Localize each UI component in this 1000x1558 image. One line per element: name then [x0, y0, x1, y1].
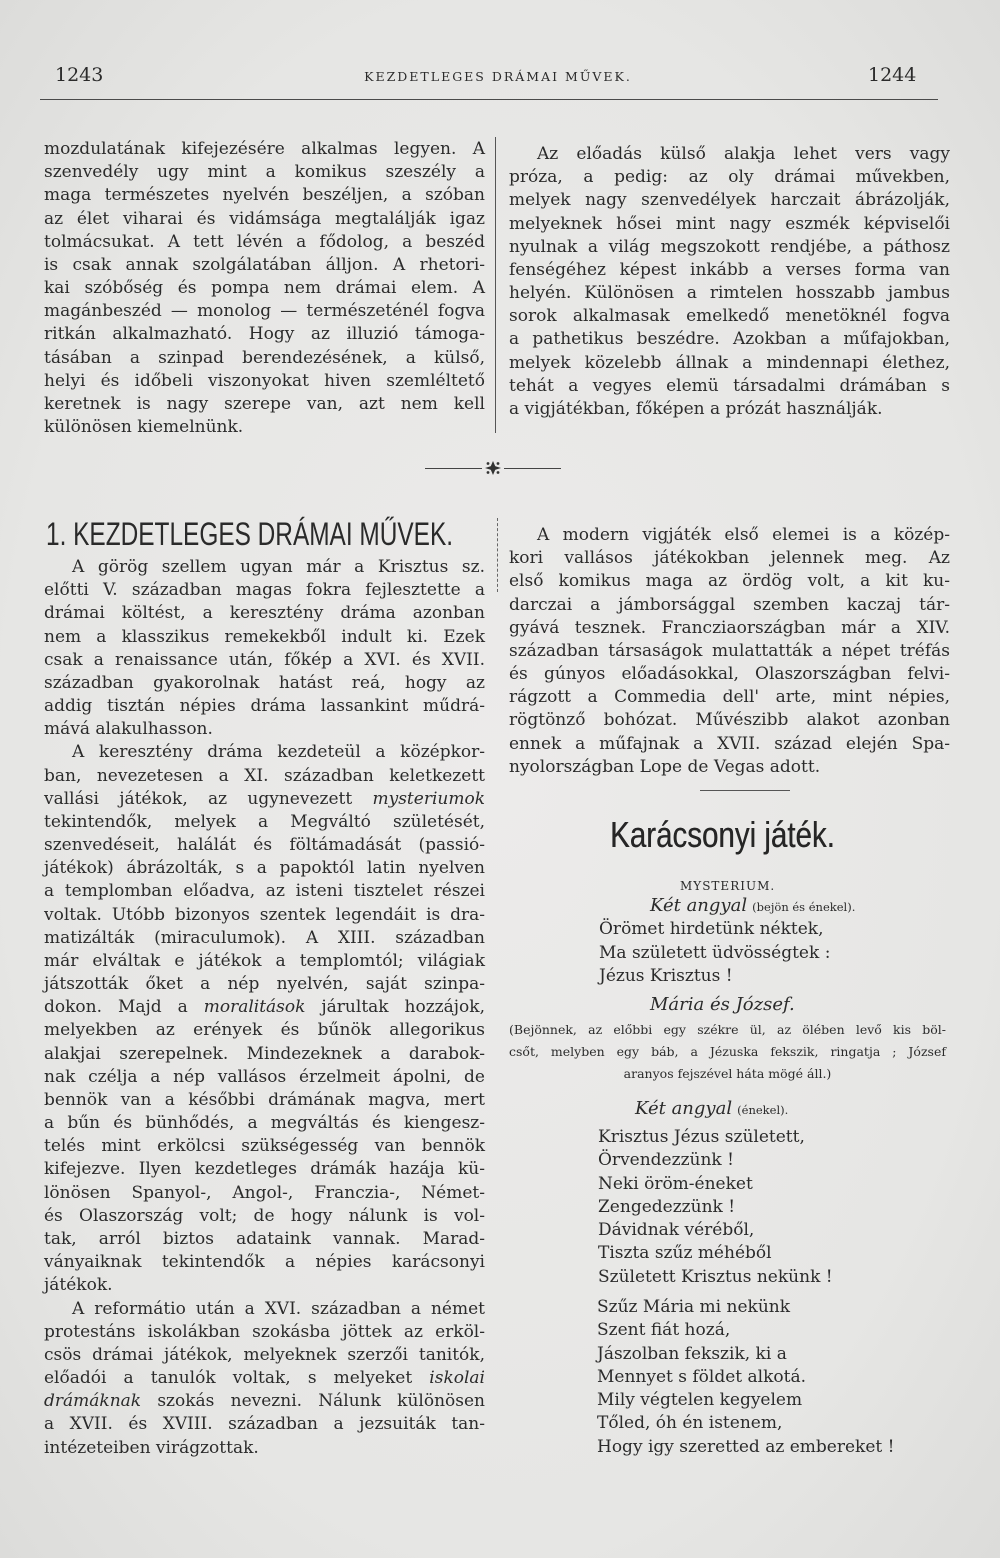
text-line: bennök van a későbbi drámának magva, mert — [44, 1089, 485, 1110]
text-line: Szűz Mária mi nekünk — [597, 1297, 791, 1317]
text-line: a vigjátékban, főképen a prózát használják. — [509, 398, 883, 419]
speaker-line — [650, 993, 795, 1017]
text-line: A keresztény dráma kezdeteül a középkor- — [72, 742, 485, 763]
text-line: első komikus maga az ördög volt, a kit ku- — [509, 571, 950, 592]
text-line: intézeteiben virágzottak. — [44, 1437, 259, 1458]
column-divider — [497, 518, 498, 592]
emphasized-text: moralitások — [203, 997, 306, 1018]
text-line: már elváltak e játékok a templomtól; világiak — [44, 950, 485, 971]
text-line: Hogy igy szeretted az embereket ! — [597, 1436, 895, 1457]
text-line: melyeknek hősei mint nagy eszmék képviselői — [509, 213, 950, 234]
play-genre: MYSTERIUM. — [680, 879, 776, 893]
text-line: kai szóbőség és pompa nem drámai elem. A — [44, 278, 485, 299]
text-line: magánbeszéd — monolog — természeténél fogva — [44, 301, 485, 322]
text-line — [44, 1367, 485, 1390]
text-line: és Olaszország volt; de hogy nálunk is vol- — [44, 1205, 485, 1226]
paragraph — [44, 556, 485, 741]
stage-direction — [509, 1019, 946, 1084]
short-rule — [700, 790, 790, 791]
text-line: csak a renaissance után, főkép a XVI. és XVII. — [44, 649, 485, 670]
paragraph — [509, 524, 950, 779]
text-line: telés mint erkölcsi szükségesség van bennök — [44, 1136, 485, 1157]
text-line: csös drámai játékok, melyeknek szerzői tanitók, — [44, 1344, 485, 1365]
text-line: a bűn és bünhődés, a megváltás és kiengesz- — [44, 1113, 485, 1134]
text-line: drámai költést, a keresztény dráma azonban — [44, 603, 485, 624]
text-line: szenvedéseit, halálát és föltámadását (passió- — [44, 835, 485, 856]
verse-stanza — [597, 1296, 947, 1459]
text-line: tásában a szinpad berendezésének, a külső, — [44, 347, 485, 368]
text-line: játékok. — [44, 1275, 113, 1296]
text-line: maga természetes nyelvén beszéljen, a szóban — [44, 185, 485, 206]
paragraph — [44, 1298, 485, 1460]
paragraph — [44, 741, 485, 1297]
text-line: nyolországban Lope de Vegas adott. — [509, 756, 821, 777]
text-line: protestáns iskolákban szokásba jöttek az erköl- — [44, 1321, 485, 1342]
text-line: próza, a pedig: az oly drámai művekben, — [509, 167, 950, 188]
text-line: helyi és időbeli viszonyokat hiven szemléltető — [44, 370, 485, 391]
left-column-main — [44, 556, 485, 1460]
column-divider — [495, 137, 496, 433]
fleuron-ornament — [485, 461, 501, 475]
text-line: keretnek is nagy szerepe van, azt nem kell — [44, 393, 485, 414]
text-line: tehát a vegyes elemü társadalmi drámában s — [509, 375, 950, 396]
text-line: Született Krisztus nekünk ! — [598, 1266, 833, 1287]
text-line: az élet viharai és vidámsága megtalálják igaz — [44, 208, 485, 229]
text-line: Neki öröm-éneket — [598, 1173, 753, 1194]
text-line: nak czélja a nép vallásos érzelmeit ápolni, de — [44, 1066, 485, 1087]
speaker-direction: (bejön és énekel). — [752, 900, 856, 914]
text-line: ennek a műfajnak a XVII. század elején Spa- — [509, 733, 950, 754]
text-line: szenvedély ugy mint a komikus szeszély a — [44, 162, 485, 183]
text-line: Az előadás külső alakja lehet vers vagy — [537, 144, 950, 164]
text-line: nyulnak a világ megszokott rendjébe, a páthosz — [509, 236, 950, 257]
text-line: A modern vigjáték első elemei is a közép- — [537, 525, 950, 545]
text-line: játszották őket a nép nyelvén, saját szinpa- — [44, 974, 485, 995]
text-line: Ma született üdvösségtek : — [599, 942, 831, 963]
emphasized-text: mysteriumok — [372, 788, 485, 809]
text-line: Zengedezzünk ! — [598, 1196, 736, 1217]
text-line: ványaiknak tekintendők a népies karácsonyi — [44, 1252, 485, 1273]
text-line: fenségéhez képest inkább a verses forma van — [509, 259, 950, 280]
text-line: Szent fiát hozá, — [597, 1320, 731, 1341]
text-line: tolmácsukat. A tett lévén a fődolog, a beszéd — [44, 231, 485, 252]
text-line: darczai a jámborsággal szemben kaczaj tár- — [509, 594, 950, 615]
text-run: járultak hozzájok, — [305, 997, 485, 1018]
text-line: században gyakorolnak hatást reá, hogy az — [44, 672, 485, 693]
text-line: Krisztus Jézus született, — [598, 1127, 805, 1147]
text-line: ritkán alkalmazható. Hogy az illuzió támoga- — [44, 324, 485, 345]
text-line — [44, 996, 485, 1019]
right-column-main — [509, 524, 950, 779]
emphasized-text: drámáknak — [44, 1391, 142, 1412]
text-line: rögtönző bohózat. Művészibb alakot azonban — [509, 710, 950, 731]
text-line: rágzott a Commedia dell' arte, mint népies, — [509, 687, 950, 708]
section-separator — [425, 460, 561, 476]
text-line: előtti V. században magas fokra fejlesztette a — [44, 580, 485, 601]
text-line: és gúnyos előadásokkal, Olaszországban felvi- — [509, 664, 950, 685]
text-line: helyén. Különösen a rimtelen hosszabb jambus — [509, 283, 950, 304]
text-line: a XVII. és XVIII. században a jezsuiták tan- — [44, 1414, 485, 1435]
text-line: A görög szellem ugyan már a Krisztus sz. — [72, 557, 485, 577]
text-line: tak, arról biztos adataink vannak. Marad- — [44, 1228, 485, 1249]
text-line: addig tisztán népies dráma lassankint műdrá- — [44, 696, 485, 717]
text-line — [44, 788, 485, 811]
text-line: nem a klasszikus remekekből indult ki. Ezek — [44, 626, 485, 647]
text-line: Tőled, óh én istenem, — [597, 1413, 783, 1434]
text-run: előadói a tanulók voltak, s melyeket — [44, 1368, 430, 1389]
section-heading: 1. KEZDETLEGES DRÁMAI MŰVEK. — [46, 516, 454, 552]
text-line: században társaságok mulattatták a népet tréfás — [509, 640, 950, 661]
speaker-name: Két angyal — [650, 895, 748, 916]
text-line: voltak. Utóbb bizonyos szentek legendáit is dra- — [44, 904, 485, 925]
text-line: a templomban előadva, az isteni tisztelet részei — [44, 881, 485, 902]
emphasized-text: iskolai — [429, 1368, 485, 1389]
text-line: Jászolban fekszik, ki a — [597, 1343, 787, 1364]
page-number-left: 1243 — [55, 64, 104, 86]
text-line: mává alakulhasson. — [44, 719, 213, 740]
page-number-right: 1244 — [868, 64, 917, 86]
text-line: Örvendezzünk ! — [598, 1150, 734, 1171]
play-title: Karácsonyi játék. — [610, 814, 835, 855]
paragraph — [44, 138, 485, 439]
text-line: kori vallásos játékokban jelennek meg. Az — [509, 548, 950, 569]
text-line: A reformátio után a XVI. században a német — [72, 1298, 485, 1319]
text-line: mozdulatának kifejezésére alkalmas legyen. A — [44, 139, 485, 159]
text-line — [44, 1390, 485, 1413]
speaker-line — [635, 1097, 788, 1122]
paragraph — [509, 143, 950, 421]
text-line: Mily végtelen kegyelem — [597, 1390, 803, 1411]
text-line: (Bejönnek, az előbbi egy székre ül, az ölében levő kis böl- — [509, 1022, 946, 1037]
text-line: matizálták (miraculumok). A XIII. században — [44, 927, 485, 948]
fleuron-icon — [425, 460, 561, 476]
text-line: Mennyet s földet alkotá. — [597, 1366, 807, 1387]
text-line: aranyos fejszével háta mögé áll.) — [623, 1065, 832, 1081]
text-line: a pathetikus beszédre. Azokban a műfajokban, — [509, 329, 950, 350]
speaker-line — [650, 894, 855, 919]
text-line: melyek közelebb állnak a mindennapi élethez, — [509, 352, 950, 373]
text-line: csőt, melyben egy báb, a Jézuska fekszik, ringatja ; József — [509, 1043, 946, 1059]
verse-stanza — [599, 918, 949, 989]
text-line: lönösen Spanyol-, Angol-, Franczia-, Német- — [44, 1182, 485, 1203]
right-column-top — [509, 143, 950, 421]
speaker-direction: (énekel). — [737, 1103, 789, 1117]
text-run: dokon. Majd a — [44, 997, 204, 1018]
speaker-name: Mária és József. — [650, 994, 795, 1015]
text-run: vallási játékok, az ugynevezett — [44, 788, 373, 809]
text-line: Örömet hirdetünk néktek, — [599, 919, 824, 939]
text-line: kifejezve. Ilyen kezdetleges drámák hazája kü- — [44, 1159, 485, 1180]
text-line: tekintendők, melyek a Megváltó születését, — [44, 811, 485, 832]
text-line: játékok) ábrázolták, s a papoktól latin nyelven — [44, 858, 485, 879]
left-column-top — [44, 138, 485, 439]
text-line: is csak annak szolgálatában álljon. A rhetori- — [44, 254, 485, 275]
text-line: melyekben az erények és bűnök allegorikus — [44, 1020, 485, 1041]
text-line: gyává tesznek. Francziaországban már a XIV. — [509, 617, 950, 638]
text-line: különösen kiemelnünk. — [44, 417, 244, 438]
text-line: Tiszta szűz méhéből — [598, 1243, 772, 1264]
header-rule — [40, 99, 938, 100]
text-line: Dávidnak véréből, — [598, 1220, 755, 1241]
text-line: ban, nevezetesen a XI. században keletkezett — [44, 765, 485, 786]
speaker-name: Két angyal — [635, 1098, 733, 1119]
text-line: alakjai szerepelnek. Mindezeknek a darabok- — [44, 1043, 485, 1064]
running-title: KEZDETLEGES DRÁMAI MŰVEK. — [364, 69, 632, 84]
text-line: melyek nagy szenvedélyek harczait ábrázolják, — [509, 190, 950, 211]
text-line: Jézus Krisztus ! — [599, 966, 733, 986]
text-run: szokás nevezni. Nálunk különösen — [141, 1391, 485, 1412]
text-line: sorok alkalmasak emelkedő menetöknél fogva — [509, 306, 950, 327]
verse-stanza — [598, 1126, 948, 1289]
